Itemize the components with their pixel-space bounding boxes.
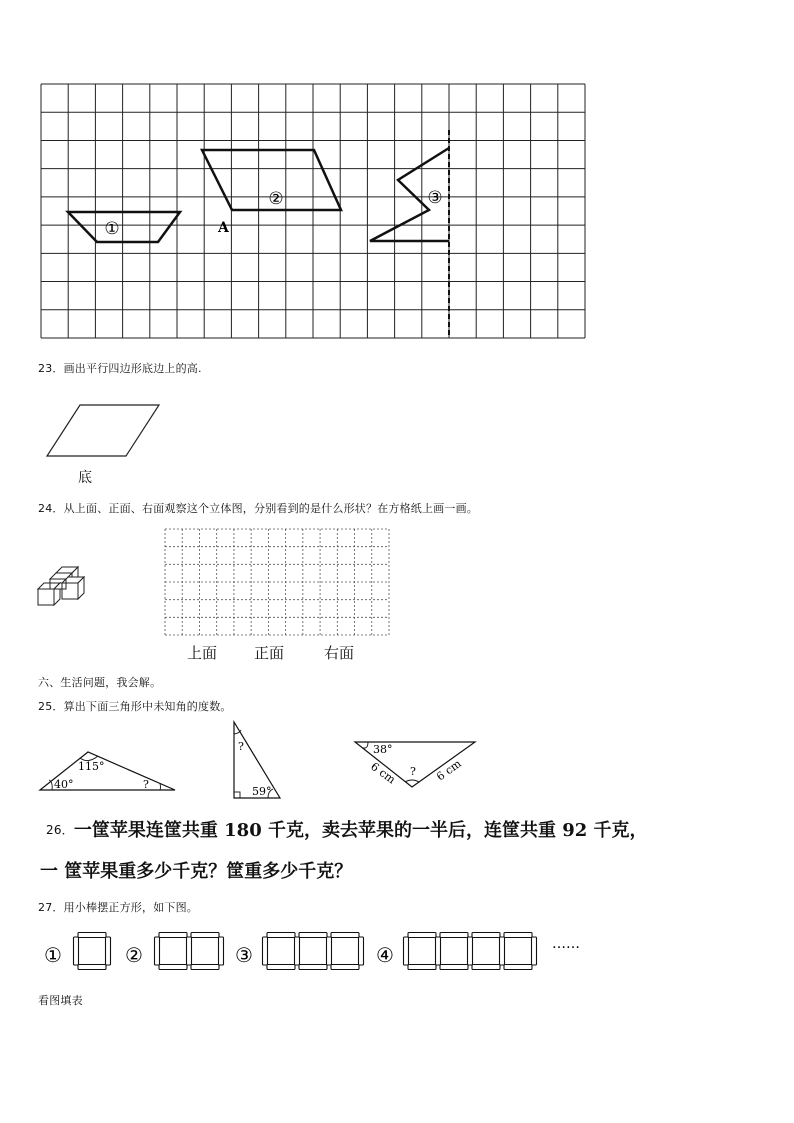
view-label-front: 正面 [254, 644, 285, 662]
q27-footer: 看图填表 [38, 994, 83, 1007]
point-a-label: A [218, 220, 229, 236]
t1-left-angle: 40° [54, 778, 74, 791]
trapezoid-shape [68, 212, 180, 242]
t3-side-left: 6 cm [368, 759, 398, 787]
q26-number: 26． [46, 823, 74, 837]
shape1-label: ① [104, 219, 120, 239]
q25-triangles [0, 715, 794, 805]
q27-label-3: ③ [235, 943, 253, 967]
q27-label-2: ② [125, 943, 143, 967]
q23-text: 23．画出平行四边形底边上的高. [38, 362, 202, 375]
view-label-right: 右面 [324, 644, 355, 662]
q26-text-line1: 一筐苹果连筐共重 180 千克，卖去苹果的一半后，连筐共重 92 千克， [73, 820, 648, 841]
shape3-label: ③ [427, 188, 443, 208]
section6-title: 六、生活问题，我会解。 [38, 676, 162, 689]
cube-stack-figure [34, 565, 94, 615]
view-label-top: 上面 [187, 644, 218, 662]
t1-top-angle: 115° [78, 760, 105, 773]
t3-angle: 38° [373, 743, 393, 756]
grid-figure [0, 0, 794, 345]
q23-parallelogram [40, 400, 170, 462]
q26-line1 [46, 816, 648, 842]
shape2-label: ② [268, 189, 284, 209]
q25-text: 25．算出下面三角形中未知角的度数。 [38, 700, 232, 713]
q23-base-label: 底 [78, 470, 92, 486]
t2-unknown: ? [238, 740, 244, 753]
q27-ellipsis: …… [552, 936, 580, 952]
q27-label-4: ④ [376, 943, 394, 967]
t2-angle: 59° [252, 785, 272, 798]
dashed-grid-paper [164, 528, 390, 636]
q27-label-1: ① [44, 943, 62, 967]
stick-squares-figure [0, 925, 794, 975]
q27-text: 27．用小棒摆正方形，如下图。 [38, 901, 198, 914]
t3-unknown: ? [410, 765, 416, 778]
q24-text: 24．从上面、正面、右面观察这个立体图，分别看到的是什么形状？在方格纸上画一画。 [38, 502, 478, 515]
t3-side-right: 6 cm [434, 756, 464, 784]
t1-unknown: ? [143, 778, 149, 791]
q26-text-line2: 一 筐苹果重多少千克？筐重多少千克？ [40, 861, 353, 882]
